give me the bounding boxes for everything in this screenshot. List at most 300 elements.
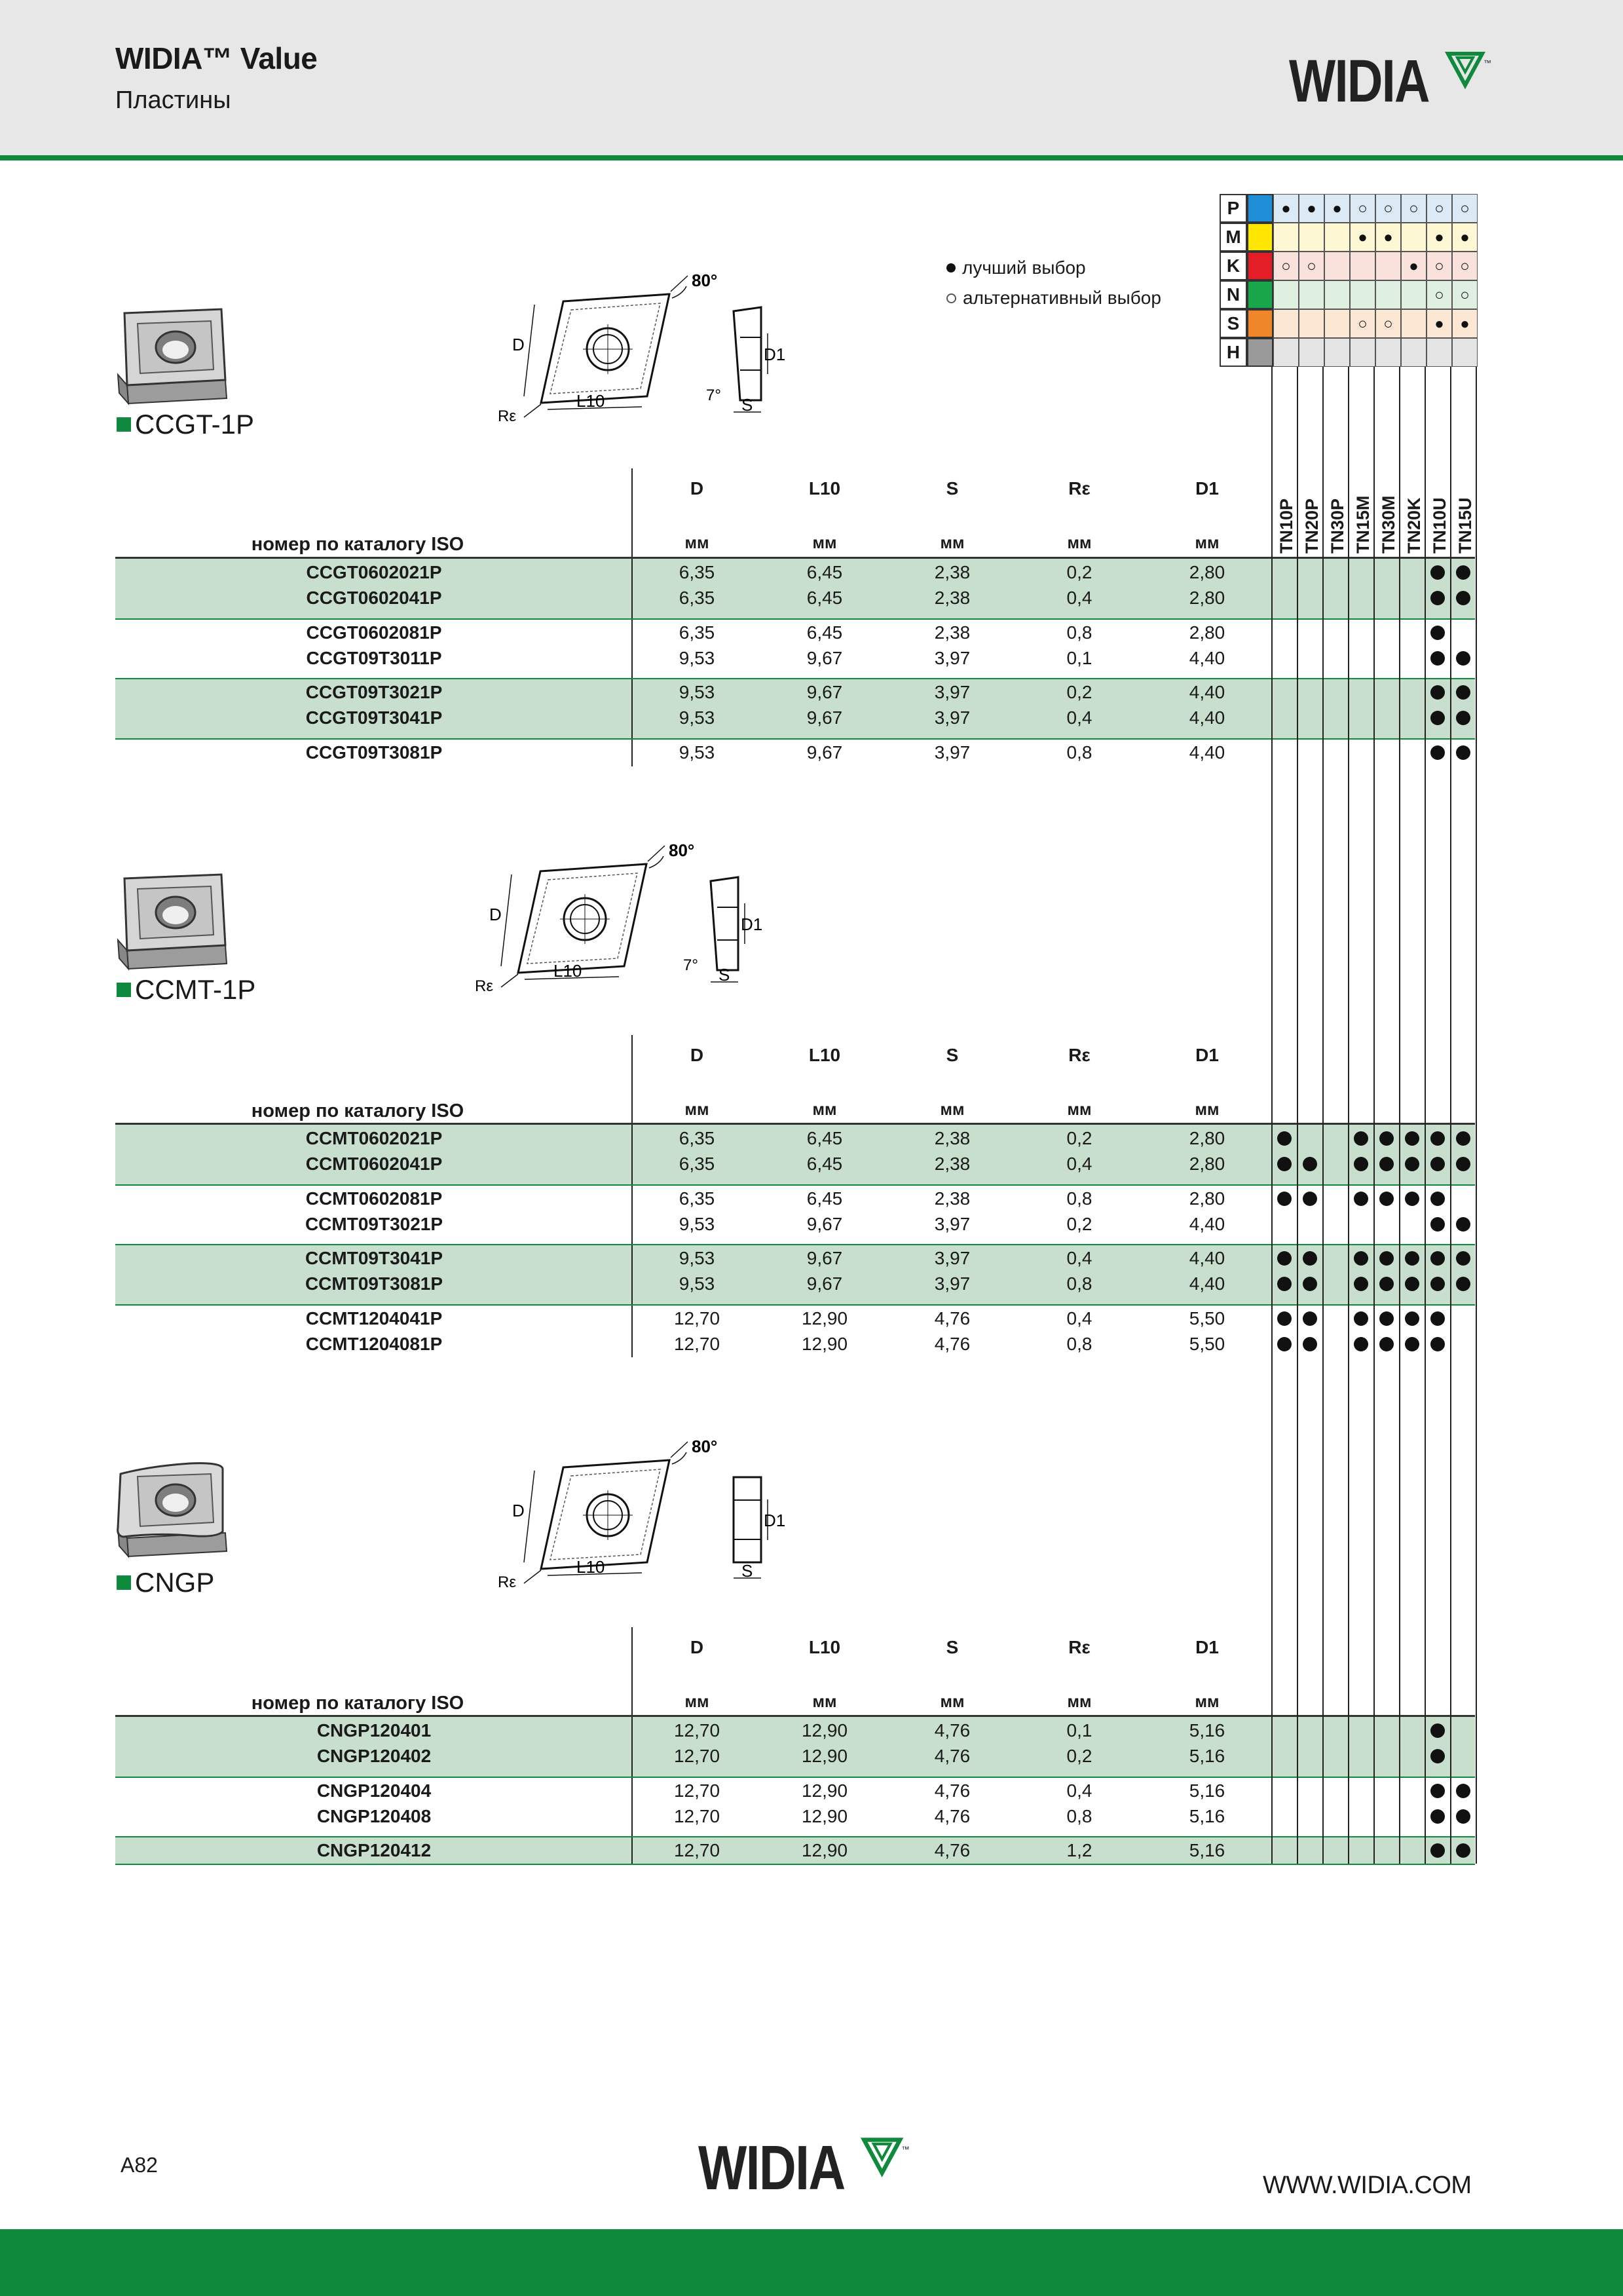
column-unit: мм bbox=[1067, 534, 1092, 552]
column-header: D1 bbox=[1195, 478, 1219, 499]
grade-column-divider bbox=[1399, 367, 1400, 1864]
material-color-swatch bbox=[1247, 338, 1273, 367]
table-row bbox=[115, 705, 1269, 731]
svg-text:L10: L10 bbox=[553, 961, 582, 981]
material-label-k: K bbox=[1220, 252, 1247, 280]
dimension-value: 9,67 bbox=[806, 1214, 843, 1234]
dimension-value: 9,53 bbox=[679, 648, 715, 668]
dimension-value: 5,16 bbox=[1189, 1840, 1225, 1860]
recommended-grade-dot-icon bbox=[1354, 1192, 1368, 1206]
recommended-grade-dot-icon bbox=[1430, 1311, 1445, 1326]
recommended-grade-dot-icon bbox=[1456, 1784, 1470, 1798]
dimension-value: 4,40 bbox=[1189, 1214, 1225, 1234]
dimension-value: 4,76 bbox=[934, 1780, 971, 1801]
legend-alternative-label: альтернативный выбор bbox=[963, 288, 1161, 308]
recommended-grade-dot-icon bbox=[1354, 1251, 1368, 1266]
grade-column-label: TN30M bbox=[1379, 495, 1398, 554]
iso-catalog-header: номер по каталогу ISO bbox=[251, 534, 464, 555]
recommended-grade-dot-icon bbox=[1379, 1157, 1394, 1171]
material-color-swatch bbox=[1247, 252, 1273, 280]
dimension-value: 0,4 bbox=[1066, 1248, 1092, 1268]
dimension-value: 5,16 bbox=[1189, 1780, 1225, 1801]
dimension-value: 6,45 bbox=[806, 622, 843, 643]
recommended-grade-dot-icon bbox=[1303, 1337, 1317, 1351]
dimension-value: 12,70 bbox=[673, 1334, 720, 1354]
recommended-grade-dot-icon bbox=[1456, 711, 1470, 725]
material-color-swatch bbox=[1247, 280, 1273, 309]
dimension-value: 9,53 bbox=[679, 682, 715, 702]
widia-logo-header bbox=[1289, 48, 1493, 115]
dimension-value: 6,45 bbox=[806, 1154, 843, 1174]
dimension-value: 3,97 bbox=[934, 1248, 971, 1268]
grade-suitability-cell: ○ bbox=[1427, 252, 1452, 280]
legend-best-label: лучший выбор bbox=[962, 257, 1086, 278]
dimension-value: 4,40 bbox=[1189, 1248, 1225, 1268]
dimension-value: 0,4 bbox=[1066, 588, 1092, 608]
grade-suitability-cell bbox=[1350, 280, 1375, 309]
green-square-icon bbox=[117, 417, 131, 432]
recommended-grade-dot-icon bbox=[1354, 1131, 1368, 1146]
website-url[interactable]: WWW.WIDIA.COM bbox=[1263, 2172, 1472, 2199]
material-label-p: P bbox=[1220, 194, 1247, 223]
dimension-value: 0,2 bbox=[1066, 682, 1092, 702]
dimension-value: 6,35 bbox=[679, 622, 715, 643]
recommended-grade-dot-icon bbox=[1430, 1749, 1445, 1763]
recommended-grade-dot-icon bbox=[1277, 1157, 1292, 1171]
grade-suitability-cell: ● bbox=[1350, 223, 1375, 252]
dimension-value: 4,76 bbox=[934, 1840, 971, 1860]
recommended-grade-dot-icon bbox=[1456, 745, 1470, 760]
grade-suitability-cell bbox=[1273, 223, 1299, 252]
grade-column-divider bbox=[1271, 367, 1273, 1864]
dimension-value: 3,97 bbox=[934, 1273, 971, 1294]
svg-text:80°: 80° bbox=[692, 271, 718, 290]
dimension-value: 2,80 bbox=[1189, 1188, 1225, 1209]
dimension-value: 6,35 bbox=[679, 1154, 715, 1174]
widia-logo-footer bbox=[698, 2133, 911, 2203]
dimension-value: 12,70 bbox=[673, 1746, 720, 1766]
table-row bbox=[115, 679, 1269, 706]
recommended-grade-dot-icon bbox=[1303, 1311, 1317, 1326]
grade-suitability-cell: ● bbox=[1324, 194, 1350, 223]
svg-text:D: D bbox=[489, 905, 502, 924]
grade-suitability-cell bbox=[1350, 338, 1375, 367]
grade-column-divider bbox=[1425, 367, 1426, 1864]
dimension-value: 9,53 bbox=[679, 742, 715, 762]
grade-suitability-cell bbox=[1273, 309, 1299, 338]
dimension-value: 4,40 bbox=[1189, 1273, 1225, 1294]
dimension-value: 9,67 bbox=[806, 1248, 843, 1268]
recommended-grade-dot-icon bbox=[1430, 1217, 1445, 1232]
dimension-value: 6,45 bbox=[806, 588, 843, 608]
grade-suitability-cell bbox=[1401, 338, 1427, 367]
logo-text: WIDIA bbox=[698, 2133, 845, 2203]
column-unit: мм bbox=[1195, 1693, 1220, 1711]
column-header: D bbox=[690, 478, 704, 499]
dimension-value: 0,2 bbox=[1066, 562, 1092, 582]
dimension-value: 3,97 bbox=[934, 1214, 971, 1234]
product-name-label: CCGT-1P bbox=[135, 409, 255, 440]
recommended-grade-dot-icon bbox=[1379, 1311, 1394, 1326]
material-color-swatch bbox=[1247, 309, 1273, 338]
dimension-value: 4,76 bbox=[934, 1806, 971, 1826]
dimension-value: 6,45 bbox=[806, 1188, 843, 1209]
column-header: D1 bbox=[1195, 1637, 1219, 1657]
recommended-grade-dot-icon bbox=[1405, 1131, 1419, 1146]
column-unit: мм bbox=[812, 534, 837, 552]
grade-suitability-cell bbox=[1427, 338, 1452, 367]
column-header: D1 bbox=[1195, 1045, 1219, 1065]
table-row bbox=[115, 1245, 1269, 1271]
material-color-swatch bbox=[1247, 223, 1273, 252]
catalog-code[interactable]: CNGP120401 bbox=[316, 1720, 432, 1741]
svg-text:80°: 80° bbox=[669, 840, 695, 860]
recommended-grade-dot-icon bbox=[1430, 1277, 1445, 1291]
column-header: L10 bbox=[808, 1045, 841, 1065]
column-header: Rε bbox=[1068, 478, 1091, 499]
catalog-code[interactable]: CCMT1204081P bbox=[305, 1334, 443, 1354]
dimension-value: 9,67 bbox=[806, 682, 843, 702]
grade-column-label: TN10U bbox=[1430, 497, 1449, 554]
catalog-code[interactable]: CCGT09T3081P bbox=[305, 742, 443, 762]
material-label-h: H bbox=[1220, 338, 1247, 367]
catalog-code[interactable]: CCMT0602041P bbox=[305, 1154, 443, 1174]
grade-suitability-cell: ○ bbox=[1427, 280, 1452, 309]
dimension-value: 4,40 bbox=[1189, 682, 1225, 702]
recommended-grade-dot-icon bbox=[1354, 1277, 1368, 1291]
svg-text:D: D bbox=[512, 1501, 525, 1520]
recommended-grade-dot-icon bbox=[1379, 1277, 1394, 1291]
recommended-grade-dot-icon bbox=[1456, 651, 1470, 666]
catalog-code[interactable]: CNGP120412 bbox=[316, 1840, 432, 1860]
table-row bbox=[115, 1125, 1269, 1152]
grade-suitability-cell bbox=[1401, 280, 1427, 309]
column-header: L10 bbox=[808, 478, 841, 499]
catalog-code[interactable]: CCGT0602041P bbox=[306, 588, 442, 608]
recommended-grade-dot-icon bbox=[1430, 1157, 1445, 1171]
column-unit: мм bbox=[812, 1693, 837, 1711]
dimension-value: 4,40 bbox=[1189, 707, 1225, 728]
recommended-grade-dot-icon bbox=[1456, 1809, 1470, 1824]
dimension-value: 2,80 bbox=[1189, 588, 1225, 608]
logo-triangle-icon bbox=[861, 2137, 911, 2179]
svg-text:7°: 7° bbox=[683, 956, 698, 974]
dimension-value: 3,97 bbox=[934, 742, 971, 762]
dimension-value: 3,97 bbox=[934, 707, 971, 728]
grade-suitability-cell bbox=[1375, 252, 1401, 280]
table-row bbox=[115, 645, 1269, 671]
filled-dot-icon bbox=[946, 263, 956, 273]
column-unit: мм bbox=[1067, 1693, 1092, 1711]
recommended-grade-dot-icon bbox=[1430, 1337, 1445, 1351]
dimension-value: 2,80 bbox=[1189, 622, 1225, 643]
recommended-grade-dot-icon bbox=[1405, 1251, 1419, 1266]
table-row bbox=[115, 1803, 1269, 1830]
grade-suitability-cell bbox=[1401, 223, 1427, 252]
catalog-code[interactable]: CCMT0602021P bbox=[305, 1128, 443, 1148]
hollow-dot-icon bbox=[946, 293, 956, 303]
dimension-value: 4,76 bbox=[934, 1334, 971, 1354]
column-unit: мм bbox=[1195, 534, 1220, 552]
column-unit: мм bbox=[684, 1693, 709, 1711]
svg-text:L10: L10 bbox=[576, 1557, 605, 1577]
dimension-value: 12,70 bbox=[673, 1780, 720, 1801]
dimension-value: 0,2 bbox=[1066, 1746, 1092, 1766]
page-subtitle: Пластины bbox=[115, 86, 231, 114]
column-header: S bbox=[946, 1637, 959, 1657]
insert-thumbnail-image bbox=[111, 301, 236, 409]
dimension-value: 12,70 bbox=[673, 1806, 720, 1826]
product-name bbox=[117, 409, 254, 440]
table-row bbox=[115, 1211, 1269, 1237]
dimension-value: 2,38 bbox=[934, 1154, 971, 1174]
svg-text:Rε: Rε bbox=[498, 1573, 517, 1591]
dimension-value: 0,8 bbox=[1066, 1334, 1092, 1354]
recommended-grade-dot-icon bbox=[1456, 565, 1470, 580]
product-name-label: CNGP bbox=[135, 1567, 215, 1598]
catalog-code[interactable]: CCGT09T3021P bbox=[305, 682, 443, 702]
dimension-value: 9,53 bbox=[679, 1248, 715, 1268]
page-number: A82 bbox=[121, 2153, 158, 2177]
grade-suitability-cell: ● bbox=[1273, 194, 1299, 223]
dimension-value: 9,67 bbox=[806, 707, 843, 728]
recommended-grade-dot-icon bbox=[1379, 1131, 1394, 1146]
catalog-code[interactable]: CCMT09T3041P bbox=[305, 1248, 443, 1268]
recommended-grade-dot-icon bbox=[1456, 591, 1470, 605]
dimension-value: 9,53 bbox=[679, 1214, 715, 1234]
recommended-grade-dot-icon bbox=[1430, 565, 1445, 580]
column-header: S bbox=[946, 1045, 959, 1065]
svg-text:7°: 7° bbox=[706, 386, 721, 404]
recommended-grade-dot-icon bbox=[1303, 1251, 1317, 1266]
dimension-value: 9,53 bbox=[679, 1273, 715, 1294]
dimension-value: 12,70 bbox=[673, 1308, 720, 1328]
footer-bar bbox=[0, 2229, 1623, 2296]
catalog-code[interactable]: CCMT1204041P bbox=[305, 1308, 443, 1328]
material-label-s: S bbox=[1220, 309, 1247, 338]
svg-text:Rε: Rε bbox=[498, 407, 517, 425]
dimension-value: 0,8 bbox=[1066, 1188, 1092, 1209]
recommended-grade-dot-icon bbox=[1405, 1311, 1419, 1326]
grade-column-divider bbox=[1476, 367, 1477, 1864]
table-row bbox=[115, 1837, 1269, 1864]
table-row bbox=[115, 1331, 1269, 1357]
page-title: WIDIA™ Value bbox=[115, 41, 318, 75]
grade-suitability-cell: ○ bbox=[1299, 252, 1324, 280]
dimension-value: 0,4 bbox=[1066, 707, 1092, 728]
green-square-icon bbox=[117, 983, 131, 997]
grade-suitability-cell: ○ bbox=[1452, 280, 1478, 309]
recommended-grade-dot-icon bbox=[1405, 1157, 1419, 1171]
dimension-value: 1,2 bbox=[1066, 1840, 1092, 1860]
svg-text:D: D bbox=[512, 335, 525, 354]
table-row bbox=[115, 559, 1269, 586]
column-unit: мм bbox=[812, 1101, 837, 1119]
grade-suitability-cell bbox=[1324, 338, 1350, 367]
table-row bbox=[115, 740, 1269, 766]
catalog-code[interactable]: CCGT0602021P bbox=[306, 562, 442, 582]
recommended-grade-dot-icon bbox=[1379, 1192, 1394, 1206]
dimension-value: 9,67 bbox=[806, 742, 843, 762]
grade-suitability-cell: ○ bbox=[1452, 194, 1478, 223]
recommended-grade-dot-icon bbox=[1456, 1843, 1470, 1858]
column-header: D bbox=[690, 1637, 704, 1657]
grade-column-label: TN15U bbox=[1455, 497, 1475, 554]
svg-text:D1: D1 bbox=[764, 345, 786, 364]
dimension-value: 6,35 bbox=[679, 588, 715, 608]
grade-suitability-cell bbox=[1324, 252, 1350, 280]
material-label-m: M bbox=[1220, 223, 1247, 252]
table-row bbox=[115, 585, 1269, 611]
page-header bbox=[0, 0, 1623, 160]
dimension-value: 0,8 bbox=[1066, 1273, 1092, 1294]
dimension-value: 6,45 bbox=[806, 1128, 843, 1148]
recommended-grade-dot-icon bbox=[1430, 711, 1445, 725]
dimension-value: 2,80 bbox=[1189, 562, 1225, 582]
logo-text: WIDIA bbox=[1289, 48, 1429, 115]
grade-suitability-cell: ○ bbox=[1273, 252, 1299, 280]
recommended-grade-dot-icon bbox=[1379, 1337, 1394, 1351]
dimension-value: 5,16 bbox=[1189, 1806, 1225, 1826]
grade-column-label: TN10P bbox=[1277, 498, 1296, 554]
catalog-code[interactable]: CCMT0602081P bbox=[305, 1188, 443, 1209]
dimension-value: 12,70 bbox=[673, 1840, 720, 1860]
grade-column-divider bbox=[1297, 367, 1298, 1864]
grade-column-divider bbox=[1450, 367, 1451, 1864]
column-header: D bbox=[690, 1045, 704, 1065]
recommended-grade-dot-icon bbox=[1430, 1131, 1445, 1146]
grade-suitability-cell bbox=[1299, 280, 1324, 309]
grade-column-label: TN30P bbox=[1328, 498, 1347, 554]
material-color-swatch bbox=[1247, 194, 1273, 223]
dimension-value: 2,38 bbox=[934, 588, 971, 608]
dimension-value: 4,76 bbox=[934, 1308, 971, 1328]
dimension-value: 5,50 bbox=[1189, 1334, 1225, 1354]
dimension-value: 12,90 bbox=[801, 1334, 848, 1354]
recommended-grade-dot-icon bbox=[1430, 685, 1445, 700]
grade-suitability-cell bbox=[1350, 252, 1375, 280]
dimension-value: 4,40 bbox=[1189, 742, 1225, 762]
recommended-grade-dot-icon bbox=[1405, 1337, 1419, 1351]
grade-column-label: TN20K bbox=[1404, 497, 1424, 554]
grade-suitability-cell bbox=[1375, 338, 1401, 367]
dimension-value: 0,4 bbox=[1066, 1308, 1092, 1328]
recommended-grade-dot-icon bbox=[1277, 1192, 1292, 1206]
column-unit: мм bbox=[684, 1101, 709, 1119]
table-row bbox=[115, 1743, 1269, 1769]
recommended-grade-dot-icon bbox=[1430, 626, 1445, 640]
dimension-value: 6,35 bbox=[679, 562, 715, 582]
grade-suitability-cell: ○ bbox=[1375, 309, 1401, 338]
legend-best bbox=[946, 253, 1161, 283]
catalog-code[interactable]: CCMT09T3021P bbox=[305, 1214, 443, 1234]
grade-suitability-cell: ○ bbox=[1350, 309, 1375, 338]
catalog-code[interactable]: CCMT09T3081P bbox=[305, 1273, 443, 1294]
table-row-rule bbox=[115, 1864, 1475, 1865]
material-label-n: N bbox=[1220, 280, 1247, 309]
dimension-value: 9,67 bbox=[806, 1273, 843, 1294]
recommended-grade-dot-icon bbox=[1456, 1277, 1470, 1291]
dimension-value: 0,2 bbox=[1066, 1128, 1092, 1148]
catalog-code[interactable]: CNGP120402 bbox=[316, 1746, 432, 1766]
dimension-value: 12,90 bbox=[801, 1720, 848, 1741]
table-row bbox=[115, 1151, 1269, 1177]
recommended-grade-dot-icon bbox=[1277, 1311, 1292, 1326]
grade-suitability-cell: ○ bbox=[1375, 194, 1401, 223]
dimension-value: 0,1 bbox=[1066, 1720, 1092, 1741]
grade-suitability-cell: ○ bbox=[1452, 252, 1478, 280]
catalog-code[interactable]: CNGP120404 bbox=[316, 1780, 432, 1801]
column-unit: мм bbox=[1195, 1101, 1220, 1119]
grade-suitability-cell bbox=[1299, 338, 1324, 367]
recommended-grade-dot-icon bbox=[1430, 1723, 1445, 1738]
grade-suitability-cell bbox=[1273, 338, 1299, 367]
product-name bbox=[117, 974, 255, 1006]
green-square-icon bbox=[117, 1575, 131, 1590]
dimension-value: 12,90 bbox=[801, 1780, 848, 1801]
table-row bbox=[115, 1271, 1269, 1297]
recommended-grade-dot-icon bbox=[1430, 651, 1445, 666]
column-header: S bbox=[946, 478, 959, 499]
product-name-label: CCMT-1P bbox=[135, 974, 256, 1005]
table-row bbox=[115, 620, 1269, 646]
insert-dimension-diagram bbox=[498, 271, 786, 426]
column-header: L10 bbox=[808, 1637, 841, 1657]
recommended-grade-dot-icon bbox=[1303, 1157, 1317, 1171]
dimension-value: 5,16 bbox=[1189, 1746, 1225, 1766]
grade-suitability-cell bbox=[1273, 280, 1299, 309]
recommended-grade-dot-icon bbox=[1430, 1843, 1445, 1858]
logo-triangle-icon bbox=[1446, 51, 1493, 90]
recommended-grade-dot-icon bbox=[1430, 1251, 1445, 1266]
svg-text:D1: D1 bbox=[741, 914, 763, 934]
grade-suitability-cell bbox=[1375, 280, 1401, 309]
svg-text:S: S bbox=[741, 395, 753, 415]
recommended-grade-dot-icon bbox=[1303, 1277, 1317, 1291]
dimension-value: 6,35 bbox=[679, 1128, 715, 1148]
catalog-code[interactable]: CCGT09T3041P bbox=[305, 707, 443, 728]
grade-suitability-cell: ● bbox=[1401, 252, 1427, 280]
column-unit: мм bbox=[940, 1693, 965, 1711]
grade-suitability-cell: ● bbox=[1375, 223, 1401, 252]
grade-column-divider bbox=[1373, 367, 1375, 1864]
dimension-value: 6,35 bbox=[679, 1188, 715, 1209]
catalog-code[interactable]: CCGT0602081P bbox=[306, 622, 442, 643]
catalog-code[interactable]: CCGT09T3011P bbox=[306, 648, 442, 668]
svg-text:Rε: Rε bbox=[475, 977, 494, 995]
grade-suitability-cell: ○ bbox=[1427, 194, 1452, 223]
recommended-grade-dot-icon bbox=[1405, 1277, 1419, 1291]
table-row bbox=[115, 1186, 1269, 1212]
column-unit: мм bbox=[940, 1101, 965, 1119]
recommended-grade-dot-icon bbox=[1430, 591, 1445, 605]
grade-column-label: TN15M bbox=[1353, 495, 1373, 554]
grade-column-label: TN20P bbox=[1302, 498, 1322, 554]
column-unit: мм bbox=[684, 534, 709, 552]
catalog-code[interactable]: CNGP120408 bbox=[316, 1806, 432, 1826]
grade-suitability-cell: ● bbox=[1427, 309, 1452, 338]
dimension-value: 2,38 bbox=[934, 1128, 971, 1148]
grade-suitability-cell bbox=[1324, 280, 1350, 309]
svg-text:80°: 80° bbox=[692, 1437, 718, 1456]
legend-alternative bbox=[946, 283, 1161, 313]
iso-catalog-header: номер по каталогу ISO bbox=[251, 1101, 464, 1121]
svg-text:S: S bbox=[741, 1561, 753, 1581]
dimension-value: 0,4 bbox=[1066, 1780, 1092, 1801]
grade-suitability-cell bbox=[1324, 223, 1350, 252]
grade-suitability-cell: ○ bbox=[1350, 194, 1375, 223]
dimension-value: 4,40 bbox=[1189, 648, 1225, 668]
